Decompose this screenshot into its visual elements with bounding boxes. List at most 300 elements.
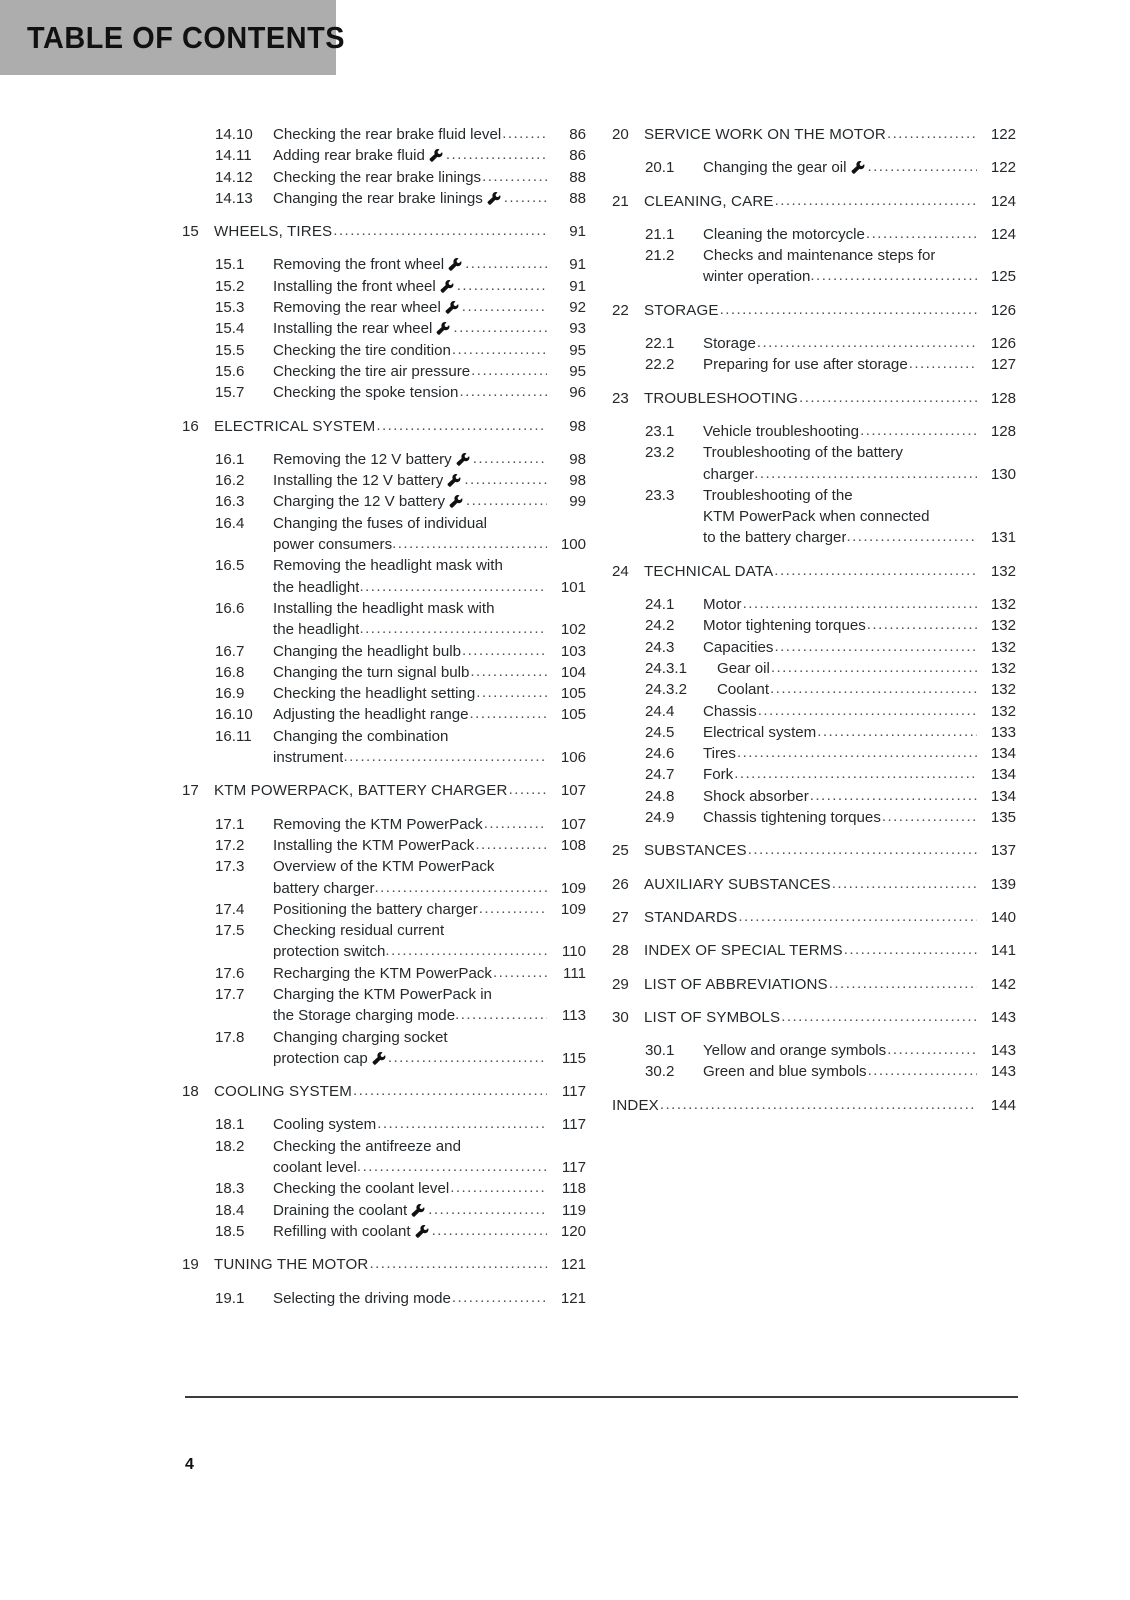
toc-subsection-row[interactable] [182, 899, 586, 920]
toc-entry-line [273, 899, 586, 920]
toc-page-number: 139 [990, 875, 1016, 893]
toc-entry-title: Electrical system [703, 723, 817, 741]
toc-subsection-row[interactable] [612, 786, 1016, 807]
toc-entry-number: 23.3 [645, 486, 675, 504]
toc-entry-number: 17.8 [215, 1028, 245, 1046]
toc-page-number: 137 [990, 842, 1016, 860]
toc-entry-line [703, 224, 1016, 245]
toc-page-number: 142 [990, 975, 1016, 993]
toc-page-number: 124 [990, 225, 1016, 243]
toc-entry-body [273, 641, 586, 662]
toc-entry-title: TECHNICAL DATA [644, 562, 774, 580]
toc-entry-body [273, 449, 586, 470]
toc-subsection-row[interactable] [612, 594, 1016, 615]
toc-entry-line [273, 1157, 586, 1178]
toc-chapter-row[interactable] [612, 561, 1016, 582]
toc-leader-dots [832, 873, 977, 894]
toc-leader-dots [385, 940, 547, 961]
toc-entry-body [273, 984, 586, 1027]
toc-entry-body [644, 124, 1016, 145]
toc-subsection-row[interactable] [612, 421, 1016, 442]
wrench-icon [411, 1204, 426, 1217]
toc-entry-title: the headlight [273, 578, 360, 596]
toc-entry-number: 18.1 [215, 1116, 245, 1134]
toc-page-number: 93 [569, 320, 586, 338]
toc-page-number: 130 [990, 465, 1016, 483]
toc-page-number: 132 [990, 596, 1016, 614]
toc-entry-line [703, 485, 1016, 506]
toc-entry-title: battery charger [273, 879, 375, 897]
toc-entry-body [273, 167, 586, 188]
toc-entry-title: Shock absorber [703, 787, 809, 805]
toc-entry-body [273, 1221, 586, 1242]
toc-subsection-row[interactable] [612, 764, 1016, 785]
toc-subsection-row[interactable] [612, 637, 1016, 658]
toc-leader-dots [868, 156, 978, 177]
toc-entry-number: 24 [612, 562, 629, 580]
toc-entry-line [644, 940, 1016, 961]
toc-entry-body [703, 701, 1016, 722]
toc-leader-dots [388, 1047, 547, 1068]
wrench-icon [851, 161, 866, 174]
toc-page-number: 99 [569, 493, 586, 511]
toc-entry-number: 16 [182, 417, 199, 435]
toc-leader-dots [476, 682, 547, 703]
toc-entry-line [273, 814, 586, 835]
toc-leader-dots [466, 490, 547, 511]
toc-entry-number: 23 [612, 389, 629, 407]
toc-entry-line [703, 807, 1016, 828]
toc-entry-body [273, 340, 586, 361]
toc-entry-line [214, 221, 586, 242]
toc-page-number: 108 [560, 836, 586, 854]
toc-subsection-row[interactable] [612, 224, 1016, 245]
toc-entry-number: 24.6 [645, 745, 675, 763]
toc-page-number: 113 [561, 1007, 586, 1025]
toc-leader-dots [734, 763, 977, 784]
toc-entry-number: 15.1 [215, 256, 245, 274]
toc-subsection-row[interactable] [182, 1288, 586, 1309]
toc-entry-line [703, 333, 1016, 354]
toc-page-number: 128 [990, 389, 1016, 407]
toc-page-number: 107 [560, 782, 586, 800]
toc-entry-title: Adding rear brake fluid [273, 147, 425, 165]
toc-entry-number: 22.1 [645, 335, 675, 353]
toc-entry-title: LIST OF SYMBOLS [644, 1008, 781, 1026]
toc-chapter-row[interactable] [612, 874, 1016, 895]
wrench-icon [440, 280, 455, 293]
toc-chapter-row[interactable] [612, 940, 1016, 961]
toc-subsection-row[interactable] [182, 318, 586, 339]
toc-entry-number: 30.2 [645, 1063, 675, 1081]
toc-entry-title: Removing the front wheel [273, 256, 445, 274]
toc-entry-title: STANDARDS [644, 908, 738, 926]
toc-page-number: 98 [569, 472, 586, 490]
toc-subsection-row[interactable] [182, 984, 586, 1027]
toc-subsection-row[interactable] [612, 807, 1016, 828]
toc-subsection-row[interactable] [612, 245, 1016, 288]
toc-entry-line [703, 506, 1016, 527]
toc-entry-body [273, 382, 586, 403]
toc-subsection-row[interactable] [612, 615, 1016, 636]
toc-entry-title: Preparing for use after storage [703, 356, 908, 374]
toc-subsection-row[interactable] [182, 683, 586, 704]
toc-entry-line [703, 442, 1016, 463]
toc-entry-title: INDEX OF SPECIAL TERMS [644, 942, 843, 960]
toc-entry-line [644, 1007, 1016, 1028]
toc-entry-body [703, 1061, 1016, 1082]
toc-entry-body [214, 1254, 586, 1275]
toc-page-number: 134 [990, 745, 1016, 763]
toc-leader-dots [774, 636, 977, 657]
toc-subsection-row[interactable] [612, 679, 1016, 700]
toc-entry-line [644, 300, 1016, 321]
toc-entry-title: Changing the headlight bulb [273, 642, 461, 660]
toc-subsection-row[interactable] [612, 333, 1016, 354]
toc-entry-number: 29 [612, 975, 629, 993]
toc-entry-title: Checking the headlight setting [273, 685, 476, 703]
toc-chapter-row[interactable] [612, 974, 1016, 995]
toc-subsection-row[interactable] [612, 658, 1016, 679]
toc-entry-title: Motor [703, 596, 742, 614]
toc-entry-line [717, 658, 1016, 679]
toc-chapter-row[interactable] [612, 1095, 1016, 1116]
toc-subsection-row[interactable] [182, 188, 586, 209]
toc-entry-line [644, 124, 1016, 145]
toc-leader-dots [758, 700, 977, 721]
toc-leader-dots [343, 746, 547, 767]
toc-entry-number: 23.1 [645, 422, 675, 440]
toc-entry-title: the headlight [273, 621, 360, 639]
toc-page-number: 117 [561, 1083, 586, 1101]
toc-subsection-row[interactable] [612, 1061, 1016, 1082]
toc-entry-body [273, 899, 586, 920]
toc-leader-dots [799, 387, 977, 408]
toc-entry-title: Positioning the battery charger [273, 900, 478, 918]
toc-subsection-row[interactable] [182, 1200, 586, 1221]
toc-entry-title: Charging the KTM PowerPack in [273, 985, 492, 1003]
toc-leader-dots [464, 469, 547, 490]
toc-entry-body [273, 361, 586, 382]
toc-entry-title: Selecting the driving mode [273, 1289, 451, 1307]
toc-entry-number: 14.13 [215, 189, 253, 207]
toc-entry-title: Draining the coolant [273, 1201, 408, 1219]
toc-entry-title: Installing the rear wheel [273, 320, 433, 338]
toc-entry-line [273, 1221, 586, 1242]
toc-subsection-row[interactable] [182, 555, 586, 598]
toc-subsection-row[interactable] [182, 361, 586, 382]
toc-entry-title: Gear oil [717, 659, 770, 677]
toc-subsection-row[interactable] [612, 722, 1016, 743]
toc-entry-body [273, 145, 586, 166]
toc-entry-body [644, 940, 1016, 961]
toc-chapter-row[interactable] [182, 416, 586, 437]
wrench-icon [445, 301, 460, 314]
toc-page-number: 91 [569, 256, 586, 274]
toc-subsection-row[interactable] [612, 354, 1016, 375]
toc-entry-number: 16.8 [215, 663, 245, 681]
toc-entry-number: 18.5 [215, 1222, 245, 1240]
toc-subsection-row[interactable] [182, 254, 586, 275]
toc-entry-body [644, 840, 1016, 861]
toc-subsection-row[interactable] [182, 145, 586, 166]
toc-entry-body [273, 1027, 586, 1070]
toc-entry-body [703, 743, 1016, 764]
toc-page-number: 91 [569, 277, 586, 295]
toc-subsection-row[interactable] [182, 1136, 586, 1179]
toc-chapter-row[interactable] [612, 191, 1016, 212]
toc-entry-number: 24.4 [645, 702, 675, 720]
toc-entry-title: KTM POWERPACK, BATTERY CHARGER [214, 782, 508, 800]
toc-chapter-row[interactable] [612, 1007, 1016, 1028]
toc-entry-body [273, 963, 586, 984]
toc-subsection-row[interactable] [612, 1040, 1016, 1061]
toc-page-number: 118 [561, 1180, 586, 1198]
toc-entry-title: Cooling system [273, 1116, 377, 1134]
toc-entry-body [273, 491, 586, 512]
toc-subsection-row[interactable] [612, 701, 1016, 722]
toc-entry-line [703, 157, 1016, 178]
toc-entry-number: 28 [612, 942, 629, 960]
wrench-icon [429, 149, 444, 162]
toc-entry-line [703, 421, 1016, 442]
toc-subsection-row[interactable] [182, 662, 586, 683]
toc-entry-line [703, 527, 1016, 548]
toc-subsection-row[interactable] [182, 598, 586, 641]
toc-leader-dots [450, 1177, 547, 1198]
toc-entry-title: Installing the 12 V battery [273, 472, 444, 490]
toc-entry-line [273, 1288, 586, 1309]
toc-page-number: 109 [560, 879, 586, 897]
toc-entry-body [273, 555, 586, 598]
toc-leader-dots [748, 839, 977, 860]
toc-subsection-row[interactable] [182, 641, 586, 662]
toc-entry-title: TUNING THE MOTOR [214, 1256, 369, 1274]
toc-entry-line [644, 874, 1016, 895]
toc-page-number: 119 [561, 1201, 586, 1219]
toc-leader-dots [462, 640, 547, 661]
toc-leader-dots [502, 123, 547, 144]
toc-page-number: 144 [990, 1096, 1016, 1114]
toc-chapter-row[interactable] [182, 221, 586, 242]
toc-subsection-row[interactable] [182, 835, 586, 856]
toc-page-number: 86 [569, 147, 586, 165]
toc-entry-line [273, 534, 586, 555]
toc-entry-line [273, 856, 586, 877]
toc-page-number: 95 [569, 341, 586, 359]
toc-subsection-row[interactable] [182, 856, 586, 899]
toc-leader-dots [829, 973, 977, 994]
toc-entry-number: 19.1 [215, 1289, 245, 1307]
toc-subsection-row[interactable] [612, 157, 1016, 178]
toc-entry-line [273, 835, 586, 856]
toc-entry-title: Changing the fuses of individual [273, 514, 487, 532]
toc-chapter-row[interactable] [182, 1081, 586, 1102]
toc-leader-dots [470, 661, 547, 682]
toc-entry-title: Checking the tire condition [273, 341, 451, 359]
toc-entry-body [273, 470, 586, 491]
toc-subsection-row[interactable] [182, 1114, 586, 1135]
toc-entry-title: Troubleshooting of the battery [703, 444, 903, 462]
toc-entry-body [273, 835, 586, 856]
toc-subsection-row[interactable] [182, 276, 586, 297]
toc-leader-dots [333, 220, 547, 241]
toc-leader-dots [428, 1199, 547, 1220]
toc-subsection-row[interactable] [182, 513, 586, 556]
wrench-icon [449, 495, 464, 508]
toc-subsection-row[interactable] [182, 340, 586, 361]
toc-page-number: 109 [560, 900, 586, 918]
toc-entry-number: 16.3 [215, 493, 245, 511]
toc-entry-line [273, 878, 586, 899]
toc-entry-title: winter operation [703, 268, 811, 286]
toc-entry-title: Checking residual current [273, 922, 445, 940]
toc-entry-line [273, 963, 586, 984]
toc-subsection-row[interactable] [182, 1027, 586, 1070]
toc-entry-line [273, 683, 586, 704]
toc-page-number: 107 [560, 815, 586, 833]
toc-page-number: 124 [990, 192, 1016, 210]
toc-subsection-row[interactable] [182, 470, 586, 491]
page-title: TABLE OF CONTENTS [26, 19, 346, 55]
toc-chapter-row[interactable] [612, 124, 1016, 145]
toc-leader-dots [459, 381, 547, 402]
toc-entry-number: 24.8 [645, 787, 675, 805]
toc-leader-dots [867, 614, 977, 635]
toc-subsection-row[interactable] [612, 743, 1016, 764]
toc-entry-line [273, 1136, 586, 1157]
toc-subsection-row[interactable] [182, 382, 586, 403]
toc-leader-dots [457, 275, 547, 296]
toc-entry-line [214, 1081, 586, 1102]
toc-entry-title: Changing the turn signal bulb [273, 663, 470, 681]
toc-entry-title: Fork [703, 766, 734, 784]
toc-subsection-row[interactable] [182, 963, 586, 984]
toc-entry-number: 16.10 [215, 706, 253, 724]
toc-leader-dots [757, 332, 977, 353]
toc-subsection-row[interactable] [612, 442, 1016, 485]
toc-chapter-row[interactable] [612, 300, 1016, 321]
toc-subsection-row[interactable] [182, 124, 586, 145]
toc-entry-title: Checking the tire air pressure [273, 362, 471, 380]
toc-entry-title: KTM PowerPack when connected [703, 508, 930, 526]
toc-entry-title: Chassis [703, 702, 757, 720]
toc-entry-line [273, 747, 586, 768]
toc-entry-number: 16.2 [215, 472, 245, 490]
toc-entry-number: 25 [612, 842, 629, 860]
toc-entry-title: Removing the 12 V battery [273, 450, 452, 468]
toc-entry-line [273, 145, 586, 166]
toc-entry-line [703, 637, 1016, 658]
toc-subsection-row[interactable] [182, 491, 586, 512]
toc-subsection-row[interactable] [182, 920, 586, 963]
toc-entry-number: 18.3 [215, 1180, 245, 1198]
toc-entry-number: 24.9 [645, 809, 675, 827]
toc-entry-title: Tires [703, 745, 736, 763]
toc-entry-line [273, 726, 586, 747]
toc-entry-body [703, 157, 1016, 178]
toc-leader-dots [754, 463, 977, 484]
toc-page-number: 132 [990, 659, 1016, 677]
toc-entry-line [703, 245, 1016, 266]
toc-chapter-row[interactable] [612, 388, 1016, 409]
toc-entry-line [703, 701, 1016, 722]
toc-entry-line [273, 167, 586, 188]
toc-chapter-row[interactable] [182, 1254, 586, 1275]
toc-entry-title: Troubleshooting of the [703, 486, 853, 504]
toc-entry-body [214, 221, 586, 242]
toc-page-number: 121 [560, 1256, 586, 1274]
toc-subsection-row[interactable] [182, 1221, 586, 1242]
toc-entry-line [273, 513, 586, 534]
toc-entry-body [273, 1200, 586, 1221]
toc-chapter-row[interactable] [612, 840, 1016, 861]
toc-entry-body [703, 245, 1016, 288]
toc-entry-number: 16.9 [215, 685, 245, 703]
toc-entry-number: 24.2 [645, 617, 675, 635]
toc-entry-body [214, 1081, 586, 1102]
toc-chapter-row[interactable] [612, 907, 1016, 928]
toc-subsection-row[interactable] [182, 1178, 586, 1199]
toc-entry-number: 26 [612, 875, 629, 893]
toc-entry-body [644, 907, 1016, 928]
toc-leader-dots [353, 1080, 547, 1101]
toc-page-number: 126 [990, 335, 1016, 353]
toc-entry-title: Checking the coolant level [273, 1180, 450, 1198]
toc-chapter-row[interactable] [182, 780, 586, 801]
toc-entry-title: Checks and maintenance steps for [703, 247, 936, 265]
toc-subsection-row[interactable] [182, 167, 586, 188]
toc-entry-number: 16.4 [215, 514, 245, 532]
toc-subsection-row[interactable] [182, 449, 586, 470]
toc-entry-number: 15.6 [215, 362, 245, 380]
toc-page-number: 110 [561, 943, 586, 961]
toc-entry-title: Checking the antifreeze and [273, 1137, 461, 1155]
toc-entry-number: 14.11 [215, 147, 252, 165]
toc-entry-number: 24.3.1 [645, 659, 687, 677]
toc-entry-line [273, 704, 586, 725]
toc-leader-dots [473, 448, 547, 469]
toc-entry-body [703, 637, 1016, 658]
toc-entry-number: 17.7 [215, 985, 245, 1003]
toc-entry-title: Yellow and orange symbols [703, 1042, 887, 1060]
toc-entry-body [703, 658, 1016, 679]
toc-entry-line [717, 679, 1016, 700]
toc-subsection-row[interactable] [182, 297, 586, 318]
toc-subsection-row[interactable] [182, 704, 586, 725]
toc-leader-dots [369, 1253, 547, 1274]
toc-page-number: 132 [990, 617, 1016, 635]
toc-entry-line [273, 276, 586, 297]
toc-entry-body [644, 874, 1016, 895]
toc-page-number: 132 [990, 562, 1016, 580]
toc-entry-body [273, 726, 586, 769]
toc-entry-number: 20.1 [645, 159, 675, 177]
toc-entry-number: 16.11 [215, 727, 252, 745]
toc-subsection-row[interactable] [182, 726, 586, 769]
toc-subsection-row[interactable] [182, 814, 586, 835]
toc-subsection-row[interactable] [612, 485, 1016, 549]
toc-entry-body [214, 780, 586, 801]
toc-entry-line [273, 1178, 586, 1199]
toc-entry-title: Installing the front wheel [273, 277, 436, 295]
toc-page-number: 125 [990, 268, 1016, 286]
toc-entry-title: CLEANING, CARE [644, 192, 774, 210]
toc-page-number: 88 [569, 189, 586, 207]
toc-entry-title: Recharging the KTM PowerPack [273, 964, 492, 982]
toc-leader-dots [504, 187, 547, 208]
table-of-contents-banner [0, 0, 346, 75]
